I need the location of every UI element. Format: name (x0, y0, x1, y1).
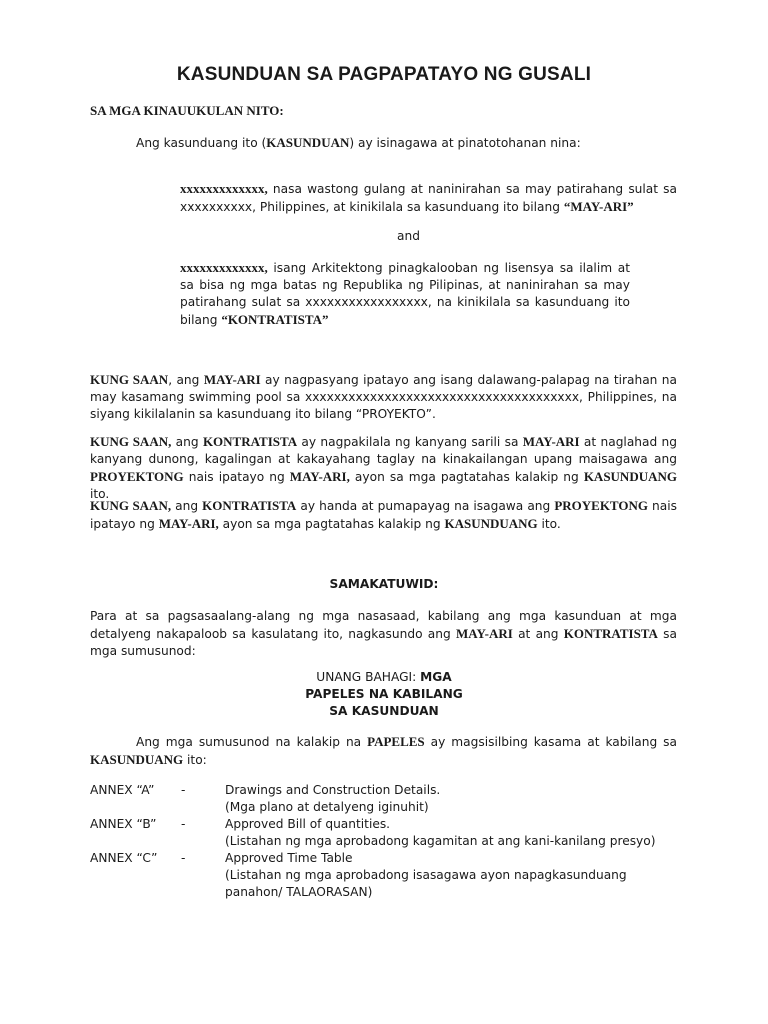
salutation: SA MGA KINAUUKULAN NITO: (90, 103, 284, 118)
annex-description: (Listahan ng mga aprobadong kagamitan at ang kani-kanilang presyo) (225, 834, 656, 848)
contractor-role: “KONTRATISTA” (221, 312, 329, 327)
annex-title: Approved Bill of quantities. (225, 817, 391, 831)
part1-paragraph: Ang mga sumusunod na kalakip na PAPELES ay magsisilbing kasama at kabilang sa KASUNDUANG ito: (90, 734, 677, 767)
annex-label: ANNEX “B” (90, 817, 157, 831)
party-owner-paragraph: xxxxxxxxxxxxx, nasa wastong gulang at naninirahan sa may patirahang sulat sa xxxxxxxxxx, Philippines, at kinikilala sa kasunduang ito bilang “MAY-ARI” (180, 181, 677, 214)
annex-title: Drawings and Construction Details. (225, 783, 441, 797)
whereas-paragraph-2: KUNG SAAN, ang KONTRATISTA ay nagpakilala ng kanyang sarili sa MAY-ARI at naglahad ng kanyang dunong, kagalingan at kakayahang taglay na kinakailangan upang maisagawa ang PROYEKTONG nais ipatayo ng MAY-ARI, ayon sa mga pagtatahas kalakip ng KASUNDUANG ito. (90, 434, 678, 501)
contractor-name: xxxxxxxxxxxxx, (180, 260, 268, 275)
annex-dash: - (181, 783, 186, 797)
annex-row-a (90, 782, 690, 799)
annex-desc-row-a (90, 799, 690, 816)
whereas-paragraph-3: KUNG SAAN, ang KONTRATISTA ay handa at pumapayag na isagawa ang PROYEKTONG nais ipatayo ng MAY-ARI, ayon sa mga pagtatahas kalakip ng KASUNDUANG ito. (90, 498, 677, 531)
annex-dash: - (181, 851, 186, 865)
part1-heading: UNANG BAHAGI: MGA PAPELES NA KABILANG SA KASUNDUAN (305, 670, 463, 718)
annex-description: (Listahan ng mga aprobadong isasagawa ayon napagkasunduang panahon/ TALAORASAN) (225, 868, 627, 899)
document-title: KASUNDUAN SA PAGPAPATAYO NG GUSALI (176, 64, 592, 85)
annex-row-c (90, 850, 690, 867)
annex-title: Approved Time Table (225, 851, 353, 865)
therefore-paragraph: Para at sa pagsasaalang-alang ng mga nasasaad, kabilang ang mga kasunduan at mga detalyeng nakapaloob sa kasulatang ito, nagkasundo ang MAY-ARI at ang KONTRATISTA sa mga sumusunod: (90, 609, 677, 658)
owner-name: xxxxxxxxxxxxx, (180, 181, 268, 196)
annex-row-b (90, 816, 690, 833)
and-conjunction: and (397, 229, 420, 243)
annex-description: (Mga plano at detalyeng iginuhit) (225, 800, 429, 814)
annex-dash: - (181, 817, 186, 831)
therefore-heading: SAMAKATUWID: (329, 577, 439, 591)
intro-paragraph: Ang kasunduang ito (KASUNDUAN) ay isinagawa at pinatotohanan nina: (136, 135, 581, 150)
owner-role: “MAY-ARI” (563, 199, 634, 214)
annex-desc-row-b (90, 833, 690, 850)
whereas-paragraph-1: KUNG SAAN, ang MAY-ARI ay nagpasyang ipatayo ang isang dalawang-palapag na tirahan na may kasamang swimming pool sa xxxxxxxxxxxxxxxxxxxxxxxxxxxxxxxxxxxxxx, Philippines, na siyang kikilalanin sa kasunduang ito bilang “PROYEKTO”. (90, 372, 677, 421)
annex-label: ANNEX “A” (90, 783, 155, 797)
annex-label: ANNEX “C” (90, 851, 158, 865)
party-contractor-paragraph: xxxxxxxxxxxxx, isang Arkitektong pinagkalooban ng lisensya sa ilalim at sa bisa ng mga batas ng Republika ng Pilipinas, at naninirahan sa may patirahang sulat sa xxxxxxxxxxxxxxxxx, na kinikilala sa kasunduang ito bilang “KONTRATISTA” (180, 260, 630, 327)
